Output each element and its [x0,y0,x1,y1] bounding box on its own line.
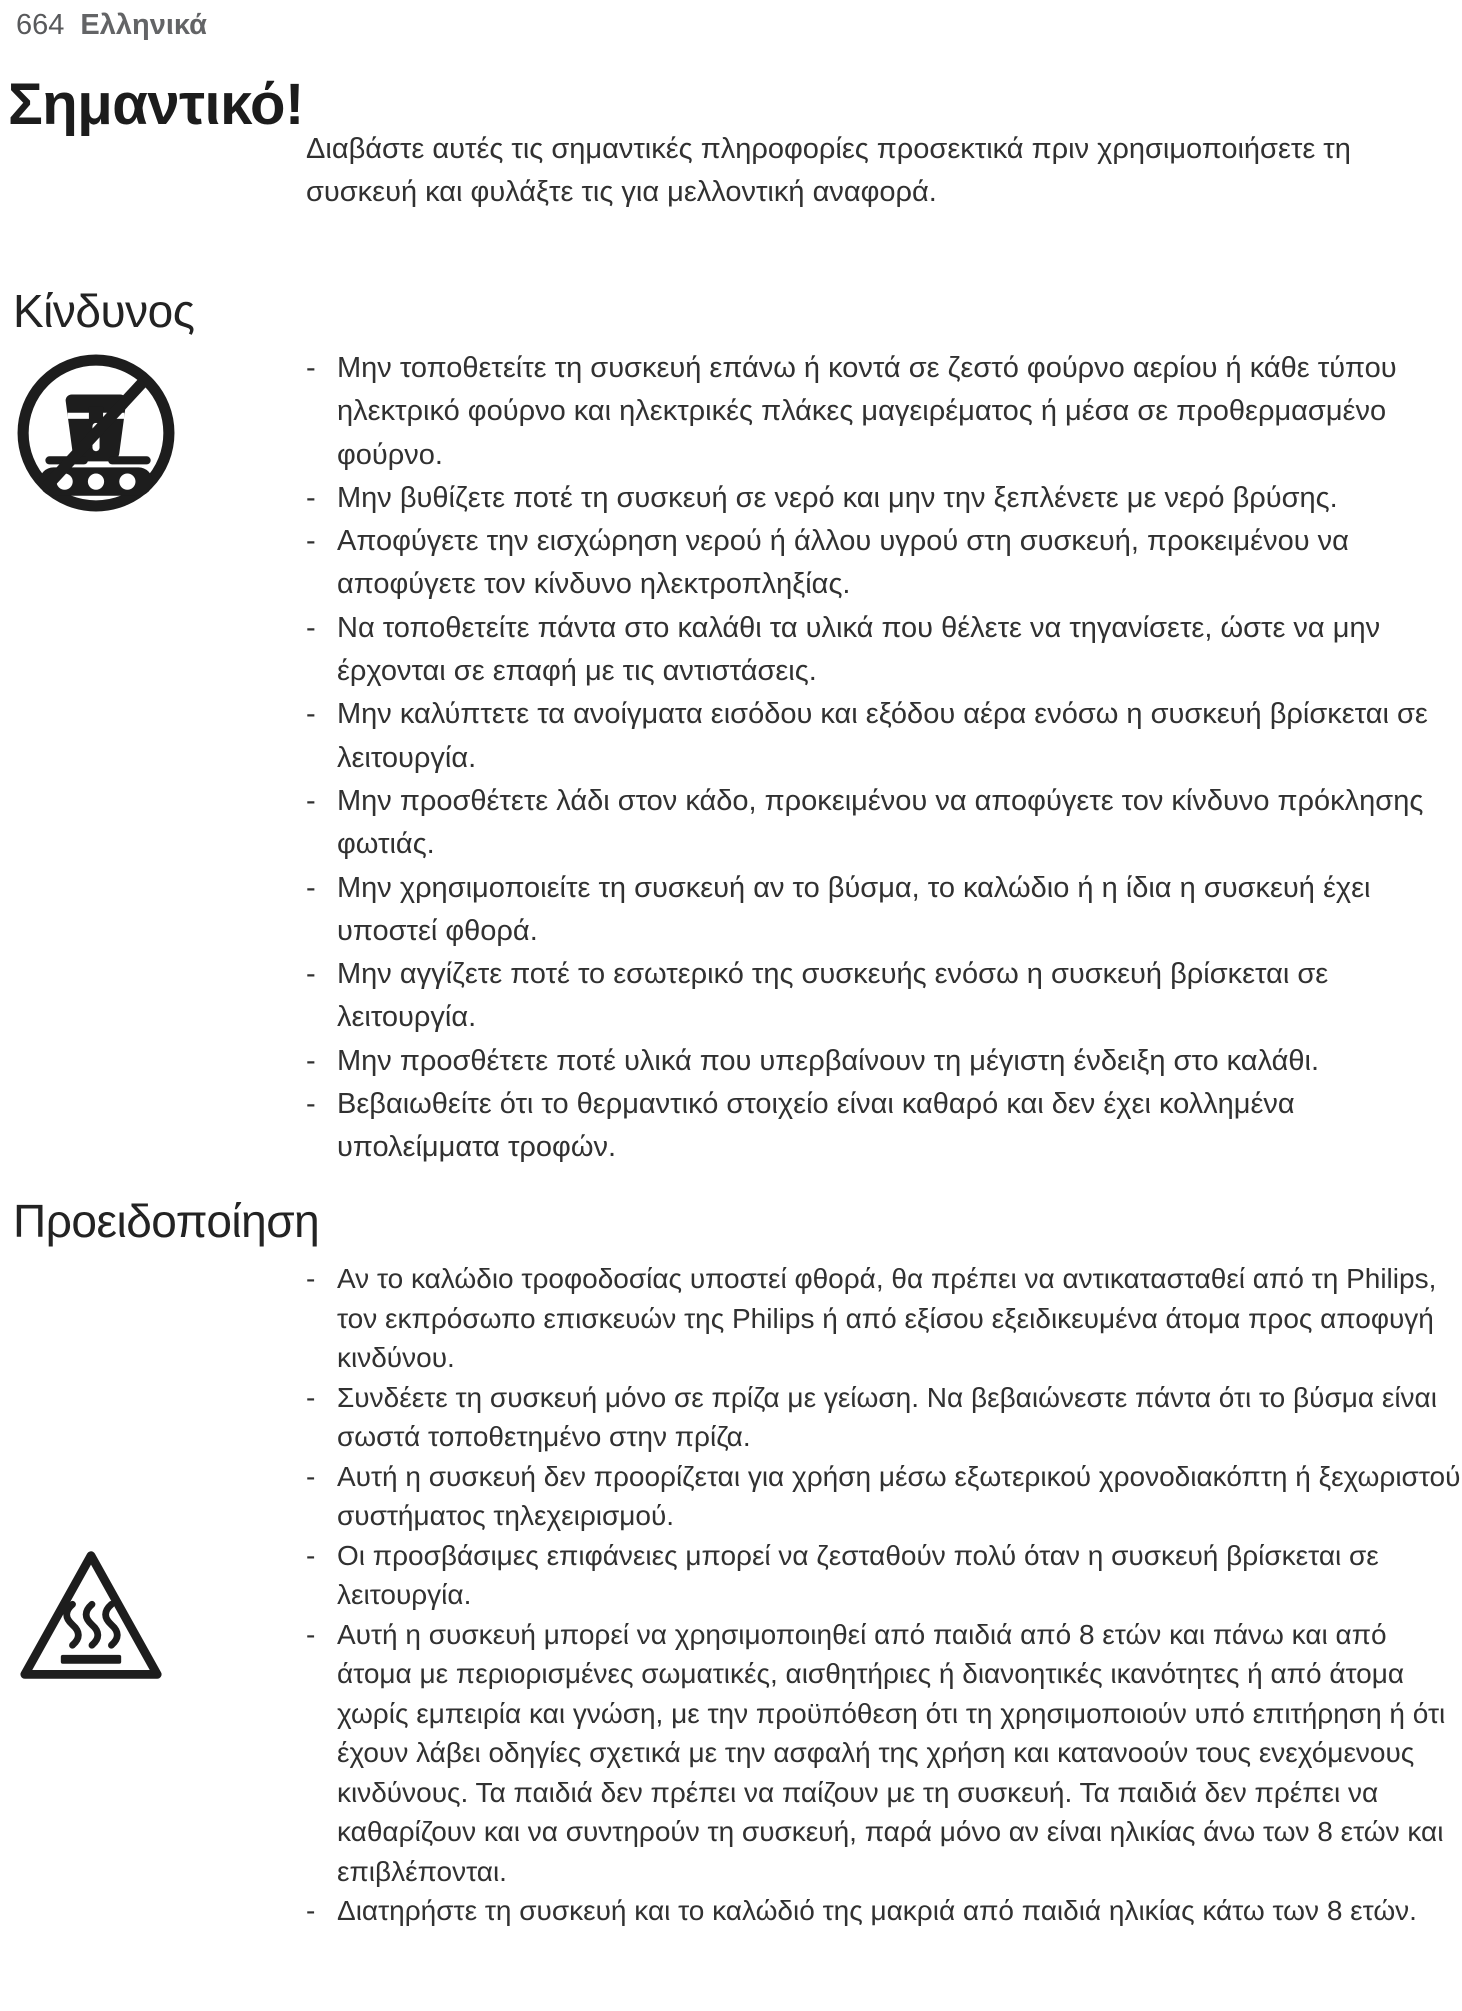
safety-list-item [306,607,1462,694]
safety-list-item-text: Μην βυθίζετε ποτέ τη συσκευή σε νερό και μην την ξεπλένετε με νερό βρύσης. [337,481,1338,514]
bullet-dash: - [306,525,316,558]
safety-list-item-text: Αποφύγετε την εισχώρηση νερού ή άλλου υγρού στη συσκευή, προκειμένου να αποφύγετε τον κίνδυνο ηλεκτροπληξίας. [337,525,1349,601]
page-header [16,8,207,42]
section-heading-warning: Προειδοποίηση [13,1195,320,1247]
safety-list-item [306,1378,1462,1457]
safety-list-item [306,477,1462,520]
bullet-dash: - [306,1618,316,1650]
bullet-dash: - [306,784,316,817]
bullet-dash: - [306,1088,316,1121]
language-label: Ελληνικά [80,9,207,41]
safety-list-item-text: Μην χρησιμοποιείτε τη συσκευή αν το βύσμα, το καλώδιο ή η ίδια η συσκευή έχει υποστεί φθορά. [337,871,1371,947]
safety-list-item [306,520,1462,607]
bullet-dash: - [306,1460,316,1492]
safety-list-item-text: Μην τοποθετείτε τη συσκευή επάνω ή κοντά σε ζεστό φούρνο αερίου ή κάθε τύπου ηλεκτρικό φούρνο και ηλεκτρικές πλάκες μαγειρέματος ή μέσα σε προθερμασμένο φούρνο. [337,352,1397,471]
safety-list-item-text: Αν το καλώδιο τροφοδοσίας υποστεί φθορά, θα πρέπει να αντικατασταθεί από τη Philips, τον εκπρόσωπο επισκευών της Philips ή από εξίσου εξειδικευμένα άτομα προς αποφυγή κινδύνου. [337,1263,1437,1373]
safety-list-item-text: Αυτή η συσκευή δεν προορίζεται για χρήση μέσω εξωτερικού χρονοδιακόπτη ή ξεχωριστού συστήματος τηλεχειρισμού. [337,1460,1461,1531]
danger-safety-list [306,347,1462,1170]
intro-paragraph: Διαβάστε αυτές τις σημαντικές πληροφορίες προσεκτικά πριν χρησιμοποιήσετε τη συσκευή και φυλάξτε τις για μελλοντική αναφορά. [306,133,1351,208]
safety-list-item [306,780,1462,867]
page-number: 664 [16,9,65,41]
safety-list-item [306,1040,1462,1083]
section-heading-danger: Κίνδυνος [13,285,195,337]
bullet-dash: - [306,1539,316,1571]
bullet-dash: - [306,352,316,384]
safety-list-item-text: Μην αγγίζετε ποτέ το εσωτερικό της συσκευής ενόσω η συσκευή βρίσκεται σε λειτουργία. [337,958,1329,1034]
safety-list-item [306,1457,1462,1536]
safety-list-item-text: Αυτή η συσκευή μπορεί να χρησιμοποιηθεί από παιδιά από 8 ετών και πάνω και από άτομα με περιορισμένες σωματικές, αισθητήριες ή διανοητικές ικανότητες ή από άτομα χωρίς εμπειρία και γνώση, με την προϋπόθεση ότι τη χρησιμοποιούν υπό επιτήρηση ή ότι έχουν λάβει οδηγίες σχετικά με την ασφαλή της χρήση και κατανοούν τους ενεχόμενους κινδύνους. Τα παιδιά δεν πρέπει να παίζουν με τη συσκευή. Τα παιδιά δεν πρέπει να καθαρίζουν και να συντηρούν τη συσκευή, παρά μόνο αν είναι ηλικίας άνω των 8 ετών και επιβλέπονται. [337,1618,1446,1887]
safety-list-item [306,347,1462,477]
bullet-dash: - [306,1895,316,1926]
bullet-dash: - [306,1044,316,1077]
safety-list-item-text: Να τοποθετείτε πάντα στο καλάθι τα υλικά που θέλετε να τηγανίσετε, ώστε να μην έρχονται σε επαφή με τις αντιστάσεις. [337,611,1381,688]
warning-safety-list [306,1259,1462,1931]
safety-list-item [306,693,1462,780]
safety-list-item [306,953,1462,1040]
safety-list-item-text: Μην καλύπτετε τα ανοίγματα εισόδου και εξόδου αέρα ενόσω η συσκευή βρίσκεται σε λειτουργία. [337,698,1428,774]
bullet-dash: - [306,1263,316,1294]
bullet-dash: - [306,698,316,731]
safety-list-item [306,867,1462,954]
safety-list-item-text: Βεβαιωθείτε ότι το θερμαντικό στοιχείο είναι καθαρό και δεν έχει κολλημένα υπολείμματα τροφών. [337,1088,1295,1164]
bullet-dash: - [306,871,316,904]
safety-list-item [306,1891,1462,1931]
safety-list-item-text: Μην προσθέτετε ποτέ υλικά που υπερβαίνουν τη μέγιστη ένδειξη στο καλάθι. [337,1044,1320,1077]
no-placement-on-stove-icon [15,352,177,514]
safety-list-item-text: Μην προσθέτετε λάδι στον κάδο, προκειμένου να αποφύγετε τον κίνδυνο πρόκλησης φωτιάς. [337,784,1424,861]
safety-list-item-text: Διατηρήστε τη συσκευή και το καλώδιό της μακριά από παιδιά ηλικίας κάτω των 8 ετών. [337,1895,1417,1926]
safety-list-item-text: Συνδέετε τη συσκευή μόνο σε πρίζα με γείωση. Να βεβαιώνεστε πάντα ότι το βύσμα είναι σωστά τοποθετημένο στην πρίζα. [337,1381,1437,1452]
safety-list-item [306,1536,1462,1615]
bullet-dash: - [306,958,316,991]
safety-list-item [306,1615,1462,1892]
bullet-dash: - [306,611,316,644]
safety-list-item-text: Οι προσβάσιμες επιφάνειες μπορεί να ζεσταθούν πολύ όταν η συσκευή βρίσκεται σε λειτουργία. [337,1539,1379,1610]
bullet-dash: - [306,1381,316,1413]
safety-list-item [306,1259,1462,1378]
page-title: Σημαντικό! [8,72,304,137]
bullet-dash: - [306,481,316,514]
hot-surface-warning-icon [18,1546,164,1686]
safety-list-item [306,1083,1462,1170]
